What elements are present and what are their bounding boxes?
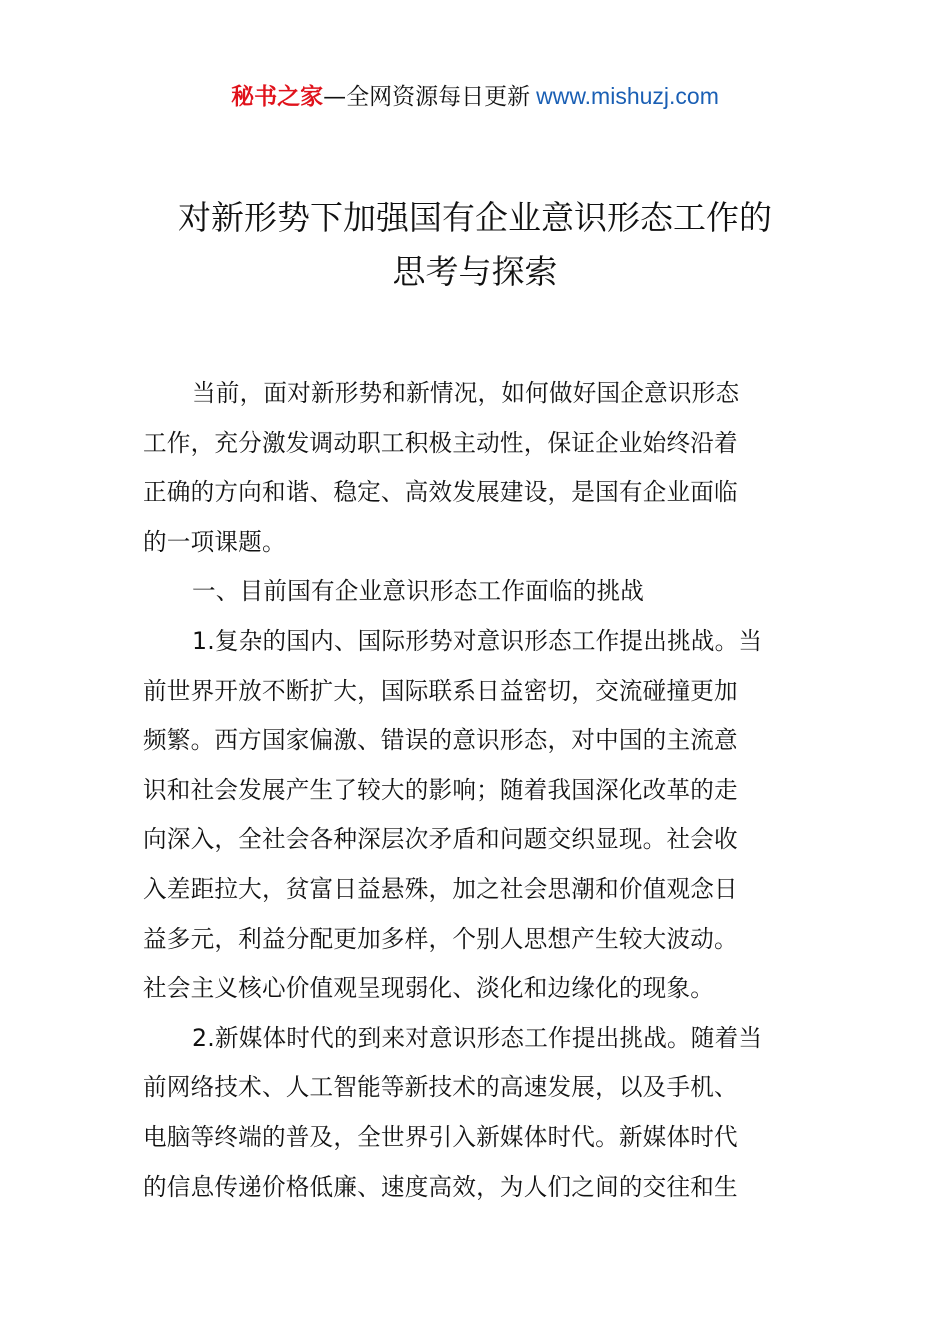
document-body (143, 369, 815, 1212)
text-line: 的一项课题。 (143, 527, 286, 556)
paragraph-point-2 (143, 1014, 815, 1212)
text-line: 一、目前国有企业意识形态工作面临的挑战 (192, 577, 645, 606)
text-line: 2.新媒体时代的到来对意识形态工作提出挑战。随着当 (192, 1023, 763, 1052)
document-title (100, 191, 850, 299)
paragraph-point-1 (143, 617, 815, 1014)
section-heading-1 (143, 567, 815, 617)
site-tagline: —全网资源每日更新 (323, 84, 531, 110)
text-line: 正确的方向和谐、稳定、高效发展建设，是国有企业面临 (143, 478, 738, 507)
text-line: 的信息传递价格低廉、速度高效，为人们之间的交往和生 (143, 1172, 738, 1201)
text-line: 社会主义核心价值观呈现弱化、淡化和边缘化的现象。 (143, 974, 715, 1003)
paragraph-intro (143, 369, 815, 567)
text-line: 益多元，利益分配更加多样，个别人思想产生较大波动。 (143, 924, 738, 953)
title-line-1: 对新形势下加强国有企业意识形态工作的 (178, 198, 772, 237)
text-line: 向深入，全社会各种深层次矛盾和问题交织显现。社会收 (143, 825, 738, 854)
site-url-link[interactable]: www.mishuzj.com (536, 83, 719, 109)
text-line: 电脑等终端的普及，全世界引入新媒体时代。新媒体时代 (143, 1122, 738, 1151)
text-line: 工作，充分激发调动职工积极主动性，保证企业始终沿着 (143, 428, 738, 457)
text-line: 入差距拉大，贫富日益悬殊，加之社会思潮和价值观念日 (143, 874, 738, 903)
text-line: 1.复杂的国内、国际形势对意识形态工作提出挑战。当 (192, 626, 763, 655)
text-line: 频繁。西方国家偏激、错误的意识形态，对中国的主流意 (143, 726, 738, 755)
site-brand: 秘书之家 (231, 84, 324, 110)
title-line-2: 思考与探索 (392, 252, 558, 291)
text-line: 识和社会发展产生了较大的影响；随着我国深化改革的走 (143, 775, 738, 804)
text-line: 前网络技术、人工智能等新技术的高速发展，以及手机、 (143, 1073, 738, 1102)
site-header (0, 80, 950, 113)
text-line: 当前，面对新形势和新情况，如何做好国企意识形态 (192, 379, 740, 407)
text-line: 前世界开放不断扩大，国际联系日益密切，交流碰撞更加 (143, 676, 738, 705)
